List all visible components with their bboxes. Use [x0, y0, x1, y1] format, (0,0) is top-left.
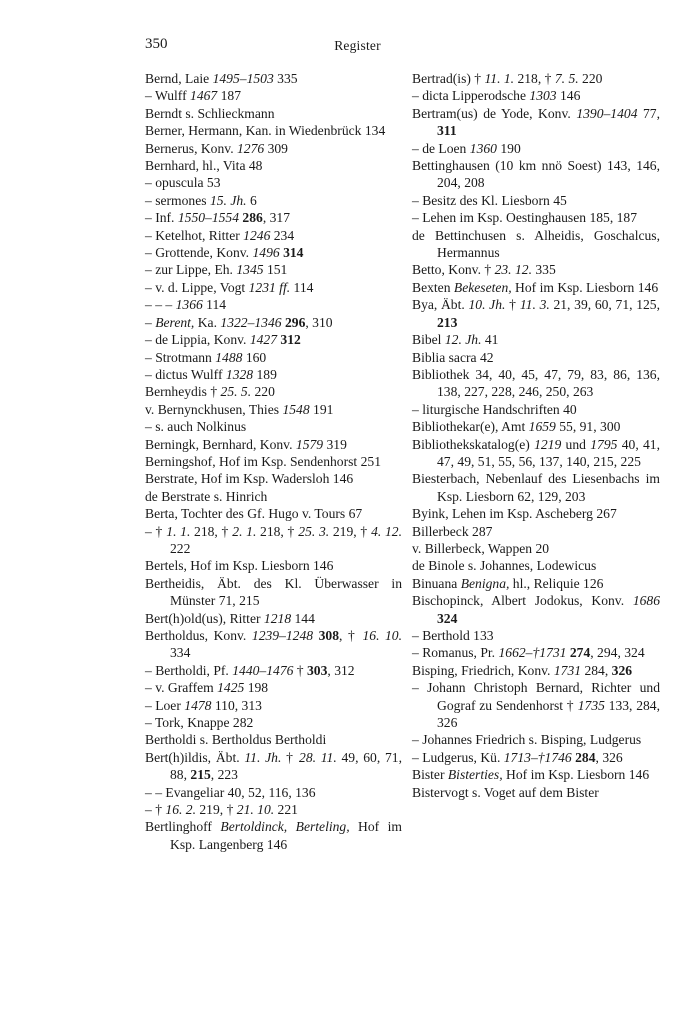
index-column-left [145, 70, 402, 853]
index-entry: – de Lippia, Konv. 1427 312 [145, 332, 301, 348]
index-entry: Bernhard, hl., Vita 48 [145, 158, 263, 174]
index-entry: Berningk, Bernhard, Konv. 1579 319 [145, 436, 347, 452]
index-entry: Bertholdi s. Bertholdus Bertholdi [145, 732, 327, 748]
index-entry: Bistervogt s. Voget auf dem Bister [412, 784, 599, 800]
index-entry: Berndt s. Schlieckmann [145, 105, 275, 121]
page-number: 350 [145, 36, 168, 52]
index-column-right [412, 70, 660, 801]
index-entry: Bertels, Hof im Ksp. Liesborn 146 [145, 558, 334, 574]
index-entry: Berta, Tochter des Gf. Hugo v. Tours 67 [145, 506, 363, 522]
index-entry: Bernd, Laie 1495–1503 335 [145, 71, 298, 86]
index-entry: – – Evangeliar 40, 52, 116, 136 [145, 784, 316, 800]
index-entry: – opuscula 53 [145, 175, 221, 191]
index-entry: – v. d. Lippe, Vogt 1231 ff. 114 [145, 279, 314, 295]
index-entry: Bertholdus, Konv. 1239–1248 308, † 16. 10. 334 [145, 628, 403, 661]
index-entry: Bertrad(is) † 11. 1. 218, † 7. 5. 220 [412, 71, 603, 86]
index-entry: v. Bernynckhusen, Thies 1548 191 [145, 401, 334, 417]
index-entry: – Berthold 133 [412, 628, 494, 643]
index-entry: Byink, Lehen im Ksp. Ascheberg 267 [412, 506, 617, 522]
index-entry: – dicta Lipperodsche 1303 146 [412, 88, 581, 104]
index-entry: Bischopinck, Albert Jodokus, Konv. 1686 324 [412, 593, 660, 626]
index-entry: – Besitz des Kl. Liesborn 45 [412, 192, 567, 208]
index-entry: – Berent, Ka. 1322–1346 296, 310 [145, 314, 333, 330]
index-entry: – Inf. 1550–1554 286, 317 [145, 210, 290, 226]
index-entry: Bexten Bekeseten, Hof im Ksp. Liesborn 146 [412, 279, 659, 295]
index-entry: – Ludgerus, Kü. 1713–†1746 284, 326 [412, 749, 623, 765]
index-entry: Bernerus, Konv. 1276 309 [145, 140, 288, 156]
index-entry: – Johann Christoph Bernard, Richter und Gograf zu Sendenhorst † 1735 133, 284, 326 [412, 680, 660, 731]
index-entry: Bibliothek 34, 40, 45, 47, 79, 83, 86, 136, 138, 227, 228, 246, 250, 263 [412, 366, 660, 400]
index-entry: Bibel 12. Jh. 41 [412, 332, 499, 348]
index-entry: – s. auch Nolkinus [145, 419, 247, 435]
index-entry: Bibliothekskatalog(e) 1219 und 1795 40, 41, 47, 49, 51, 55, 56, 137, 140, 215, 225 [412, 436, 661, 469]
index-entry: Bertheidis, Äbt. des Kl. Überwasser in Münster 71, 215 [145, 575, 402, 609]
running-title: Register [334, 38, 381, 53]
index-entry: de Binole s. Johannes, Lodewicus [412, 558, 597, 574]
page-header [145, 36, 570, 58]
index-entry: Berstrate, Hof im Ksp. Wadersloh 146 [145, 471, 354, 487]
index-entry: Bertlinghoff Bertoldinck, Berteling, Hof im Ksp. Langenberg 146 [145, 819, 402, 852]
index-entry: Bister Bisterties, Hof im Ksp. Liesborn 146 [412, 767, 650, 783]
index-entry: Bert(h)old(us), Ritter 1218 144 [145, 610, 315, 626]
index-entry: de Bettinchusen s. Alheidis, Goschalcus, Hermannus [412, 227, 660, 261]
index-entry: Bisping, Friedrich, Konv. 1731 284, 326 [412, 662, 633, 678]
index-entry: – de Loen 1360 190 [412, 140, 521, 156]
index-entry: – v. Graffem 1425 198 [145, 680, 269, 696]
index-entry: Billerbeck 287 [412, 523, 493, 539]
index-entry: – Johannes Friedrich s. Bisping, Ludgerus [412, 732, 642, 748]
index-entry: – zur Lippe, Eh. 1345 151 [145, 262, 288, 278]
index-entry: Betto, Konv. † 23. 12. 335 [412, 262, 556, 278]
index-entry: Bibliothekar(e), Amt 1659 55, 91, 300 [412, 419, 621, 435]
index-entry: Bettinghausen (10 km nnö Soest) 143, 146, 204, 208 [412, 158, 660, 191]
index-entry: – Loer 1478 110, 313 [145, 697, 262, 713]
index-entry: – liturgische Handschriften 40 [412, 401, 577, 417]
index-entry: Bertram(us) de Yode, Konv. 1390–1404 77, 311 [412, 105, 660, 139]
index-entry: – sermones 15. Jh. 6 [145, 192, 257, 208]
index-entry: – Wulff 1467 187 [145, 88, 241, 104]
index-entry: Bert(h)ildis, Äbt. 11. Jh. † 28. 11. 49, 60, 71, 88, 215, 223 [145, 749, 402, 783]
index-entry: – Grottende, Konv. 1496 314 [145, 245, 304, 261]
index-entry: de Berstrate s. Hinrich [145, 488, 268, 504]
index-entry: v. Billerbeck, Wappen 20 [412, 540, 550, 556]
index-entry: Berner, Hermann, Kan. in Wiedenbrück 134 [145, 123, 386, 139]
index-entry: Biblia sacra 42 [412, 349, 494, 365]
index-entry: Biesterbach, Nebenlauf des Liesenbachs im Ksp. Liesborn 62, 129, 203 [412, 471, 660, 504]
index-entry: – Lehen im Ksp. Oestinghausen 185, 187 [412, 210, 638, 226]
index-entry: – Ketelhot, Ritter 1246 234 [145, 227, 295, 243]
index-entry: – Tork, Knappe 282 [145, 715, 254, 731]
index-entry: – Strotmann 1488 160 [145, 349, 267, 365]
index-entry: Berningshof, Hof im Ksp. Sendenhorst 251 [145, 453, 381, 469]
index-entry: – dictus Wulff 1328 189 [145, 366, 277, 382]
index-entry: – Romanus, Pr. 1662–†1731 274, 294, 324 [412, 645, 645, 661]
index-entry: – † 1. 1. 218, † 2. 1. 218, † 25. 3. 219, † 4. 12. 222 [145, 523, 402, 556]
index-entry: – † 16. 2. 219, † 21. 10. 221 [145, 802, 298, 818]
index-entry: Bernheydis † 25. 5. 220 [145, 384, 275, 400]
index-entry: – – – 1366 114 [145, 297, 227, 313]
index-entry: Bya, Äbt. 10. Jh. † 11. 3. 21, 39, 60, 71, 125, 213 [412, 297, 660, 330]
index-entry: Binuana Benigna, hl., Reliquie 126 [412, 575, 604, 591]
index-entry: – Bertholdi, Pf. 1440–1476 † 303, 312 [145, 662, 355, 678]
